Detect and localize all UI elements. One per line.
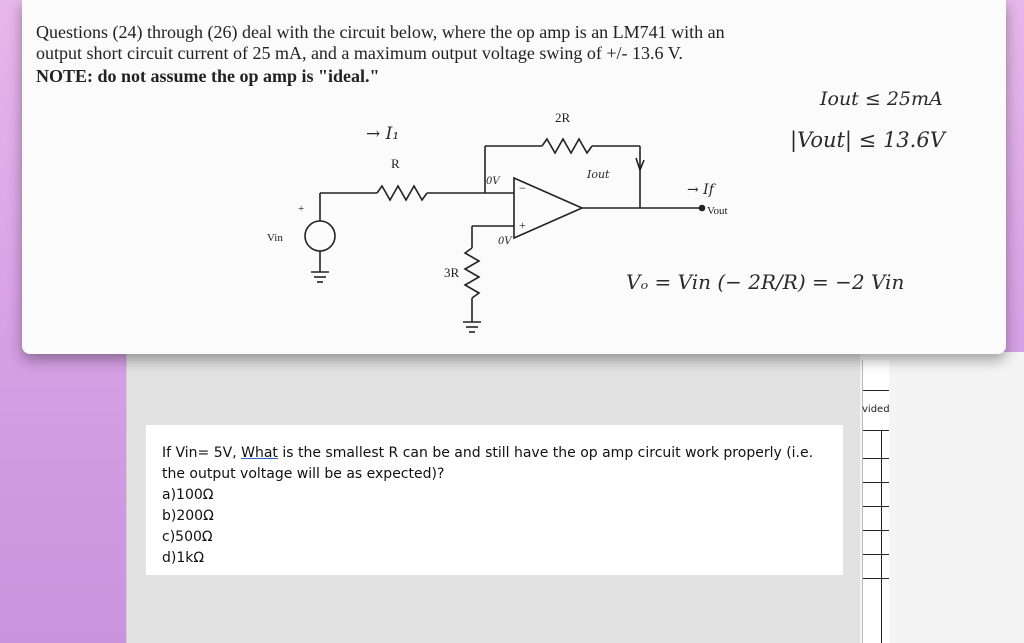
opamp-minus-label: − (519, 181, 526, 195)
option-c: c)500Ω (162, 529, 213, 545)
hand-vout-limit: |Vout| ≤ 13.6V (790, 128, 945, 152)
vout-label: Vout (707, 205, 728, 217)
problem-line-2: output short circuit current of 25 mA, and a maximum output voltage swing of +/- 13.6 V. (36, 43, 683, 63)
3r-label: 3R (444, 265, 460, 280)
option-d: d)1kΩ (162, 550, 205, 566)
resistor-r-icon (377, 186, 427, 200)
op-amp-circuit-diagram (22, 0, 1006, 354)
hand-iout: Iout (587, 168, 610, 181)
question-underlined-word: What (241, 445, 278, 461)
problem-line-1: Questions (24) through (26) deal with the circuit below, where the op amp is an LM741 with an (36, 22, 725, 42)
hand-if: → If (687, 182, 714, 198)
question-text (162, 443, 832, 569)
hand-i1: → I₁ (366, 124, 400, 144)
question-rest: is the smallest R can be and still have the op amp circuit work properly (i.e. the output voltage will be as expected)? (162, 445, 814, 482)
side-paper-word: vided (862, 404, 890, 415)
hand-iout-limit: Iout ≤ 25mA (820, 88, 943, 110)
voltage-source-icon (305, 221, 335, 251)
2r-label: 2R (555, 110, 571, 125)
question-box (146, 425, 843, 575)
opamp-plus-label: + (519, 218, 526, 232)
option-b: b)200Ω (162, 508, 214, 524)
question-prefix: If Vin= 5V, (162, 445, 242, 461)
hand-0v-top: 0V (486, 176, 500, 187)
hand-0v-bottom: 0V (498, 236, 512, 247)
resistor-2r-icon (542, 139, 592, 153)
resistor-3r-icon (465, 248, 479, 298)
vin-label: Vin (267, 232, 283, 244)
grid-paper-fragment (862, 360, 889, 643)
r-label: R (391, 156, 400, 171)
problem-note: NOTE: do not assume the op amp is "ideal." (36, 66, 380, 86)
source-plus-label: + (298, 203, 305, 215)
scanned-problem-image (22, 0, 1006, 354)
hand-gain-equation: Vₒ = Vin (− 2R/R) = −2 Vin (626, 270, 905, 294)
option-a: a)100Ω (162, 487, 214, 503)
